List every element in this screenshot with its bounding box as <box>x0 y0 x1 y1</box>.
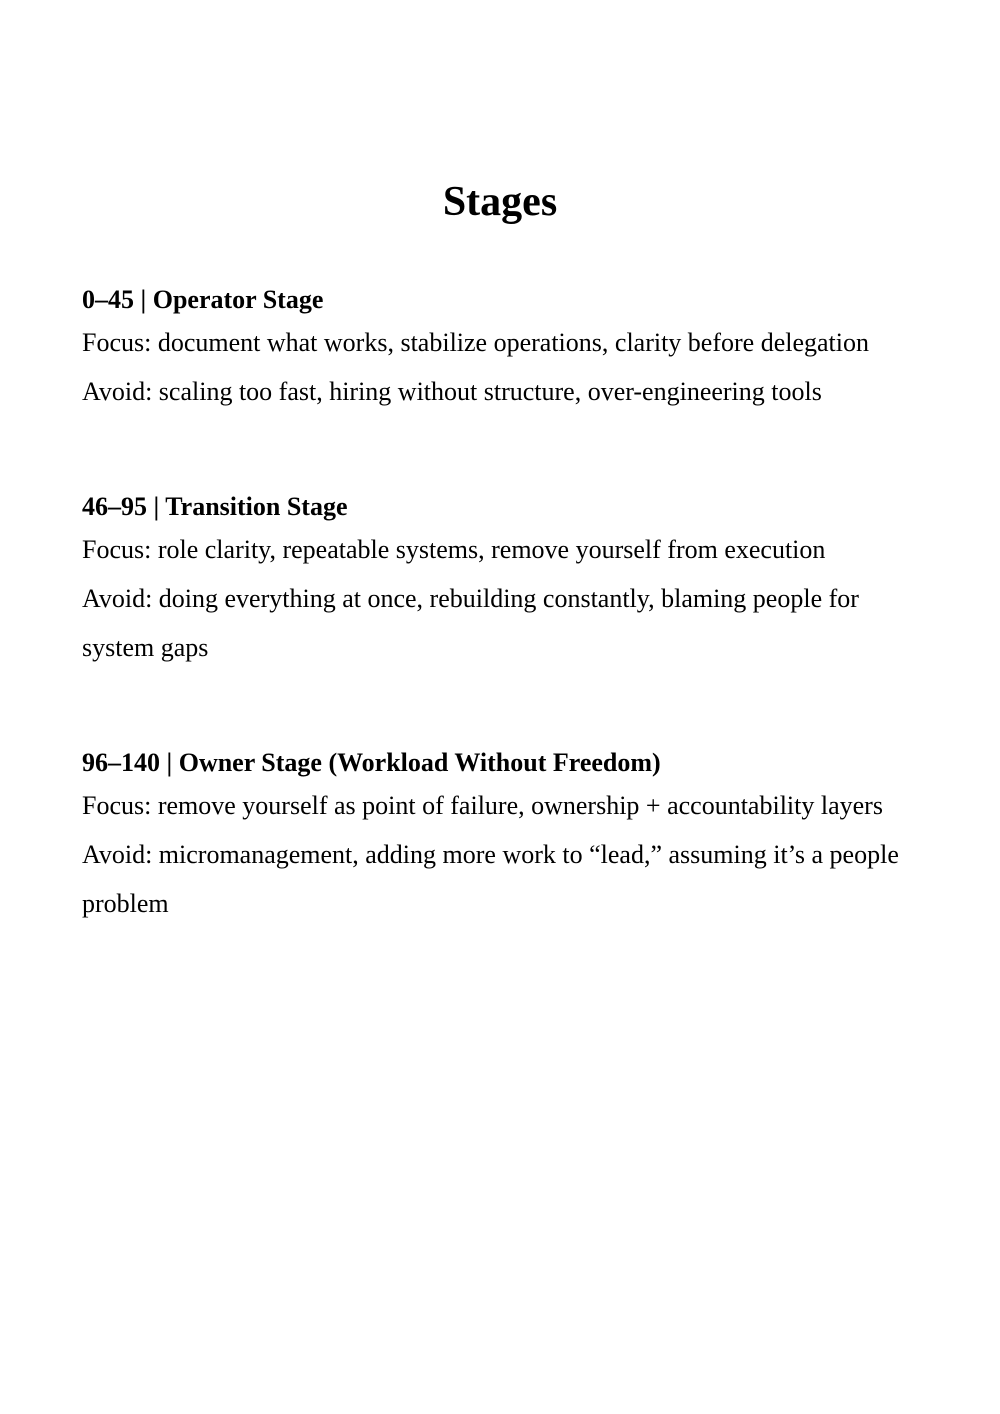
section-operator-stage <box>82 282 918 416</box>
section-transition-stage <box>82 489 918 672</box>
section-owner-stage <box>82 745 918 928</box>
section-heading-operator: 0–45 | Operator Stage <box>82 285 324 314</box>
avoid-line-transition: Avoid: doing everything at once, rebuilding constantly, blaming people for system gaps <box>82 584 859 662</box>
avoid-line-owner: Avoid: micromanagement, adding more work to “lead,” assuming it’s a people problem <box>82 840 899 918</box>
focus-line-owner: Focus: remove yourself as point of failure, ownership + accountability layers <box>82 791 883 820</box>
section-heading-transition: 46–95 | Transition Stage <box>82 492 348 521</box>
document-title: Stages <box>442 179 558 225</box>
focus-line-operator: Focus: document what works, stabilize operations, clarity before delegation <box>82 328 869 357</box>
section-heading-owner: 96–140 | Owner Stage (Workload Without Freedom) <box>82 748 661 777</box>
avoid-line-operator: Avoid: scaling too fast, hiring without structure, over-engineering tools <box>82 377 822 406</box>
focus-line-transition: Focus: role clarity, repeatable systems, remove yourself from execution <box>82 535 826 564</box>
